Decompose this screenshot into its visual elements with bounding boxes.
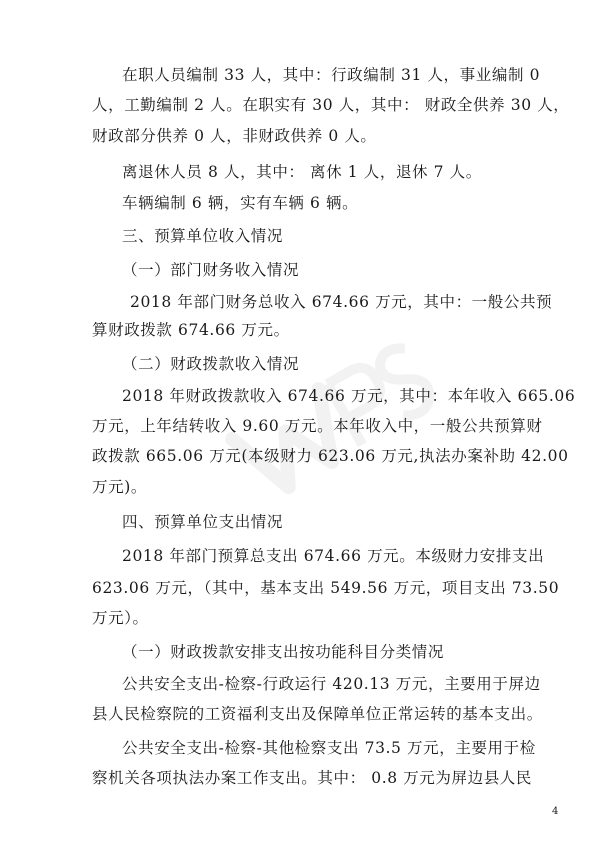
- text-line: 2018 年部门预算总支出 674.66 万元。本级财力安排支出: [122, 547, 545, 565]
- text-line: 2018 年部门财务总收入 674.66 万元，其中：一般公共预: [130, 293, 553, 311]
- text-line: 万元)。: [92, 478, 147, 496]
- text-line: 2018 年财政拨款收入 674.66 万元，其中：本年收入 665.06: [122, 387, 576, 405]
- section-heading: 三、预算单位收入情况: [122, 227, 284, 245]
- text-line: 公共安全支出-检察-其他检察支出 73.5 万元，主要用于检: [122, 739, 536, 757]
- text-line: 察机关各项执法办案工作支出。其中： 0.8 万元为屏边县人民: [92, 769, 533, 787]
- subsection-heading: （一）财政拨款安排支出按功能科目分类情况: [122, 643, 445, 661]
- text-line: 财政部分供养 0 人，非财政供养 0 人。: [92, 127, 377, 145]
- text-line: 离退休人员 8 人，其中： 离休 1 人，退休 7 人。: [122, 163, 482, 181]
- page-number: 4: [552, 806, 559, 817]
- subsection-heading: （一）部门财务收入情况: [122, 261, 300, 279]
- text-line: 万元，上年结转收入 9.60 万元。本年收入中，一般公共预算财: [92, 417, 543, 435]
- text-line: 万元）。: [92, 609, 149, 627]
- text-line: 在职人员编制 33 人，其中：行政编制 31 人，事业编制 0: [122, 66, 541, 84]
- text-line: 算财政拨款 674.66 万元。: [92, 321, 290, 339]
- section-heading: 四、预算单位支出情况: [122, 513, 284, 531]
- subsection-heading: （二）财政拨款收入情况: [122, 355, 300, 373]
- text-line: 公共安全支出-检察-行政运行 420.13 万元，主要用于屏边: [122, 675, 541, 693]
- text-line: 车辆编制 6 辆，实有车辆 6 辆。: [122, 194, 359, 212]
- text-line: 人，工勤编制 2 人。在职实有 30 人，其中： 财政全供养 30 人，: [92, 96, 570, 114]
- text-line: 县人民检察院的工资福利支出及保障单位正常运转的基本支出。: [92, 705, 543, 723]
- text-line: 政拨款 665.06 万元(本级财力 623.06 万元,执法办案补助 42.00: [92, 447, 569, 465]
- text-line: 623.06 万元，（其中，基本支出 549.56 万元，项目支出 73.50: [92, 579, 560, 597]
